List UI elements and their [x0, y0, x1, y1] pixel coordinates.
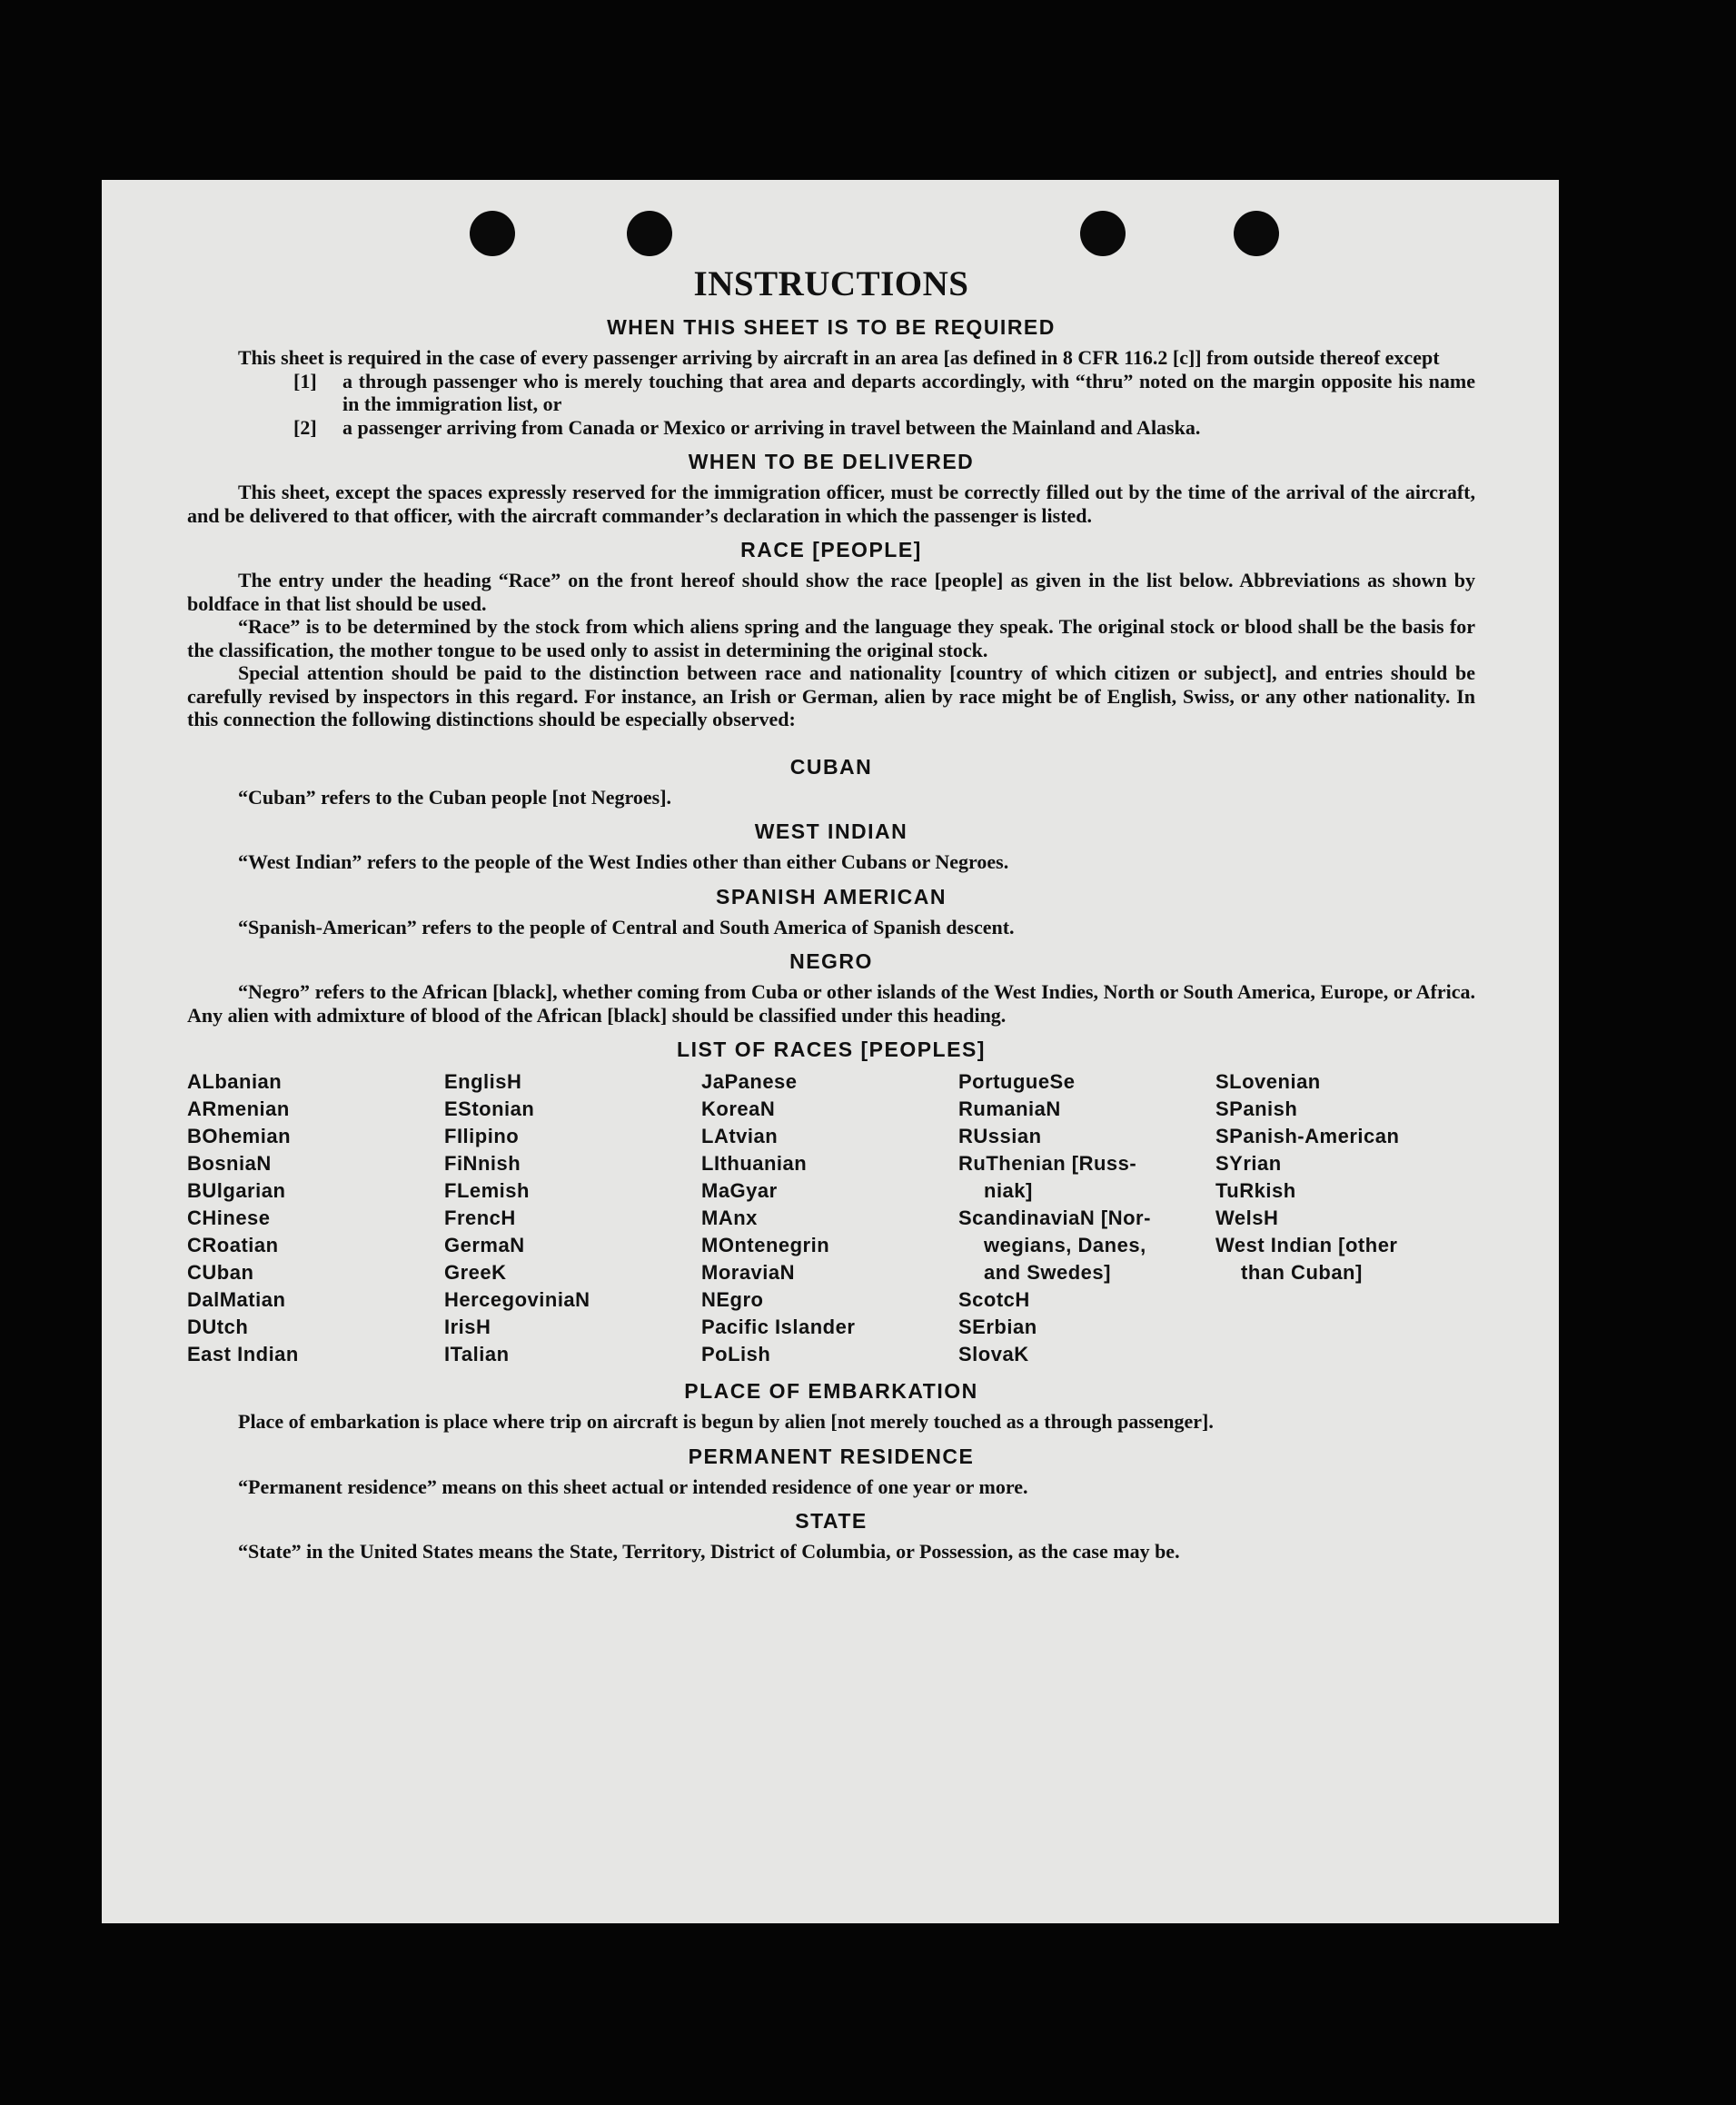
section-heading: RACE [PEOPLE]: [740, 538, 922, 561]
race-list: [187, 1068, 1475, 1368]
race-entry: KoreaN: [701, 1097, 776, 1120]
race-entry: ITalian: [444, 1343, 510, 1365]
race-entry: FLemish: [444, 1179, 530, 1202]
race-entry: EnglisH: [444, 1070, 522, 1093]
punch-hole: [470, 211, 515, 256]
race-column: [444, 1068, 701, 1368]
race-entry: ALbanian: [187, 1070, 283, 1093]
race-entry: LAtvian: [701, 1125, 779, 1147]
race-entry: EStonian: [444, 1097, 535, 1120]
race-entry: FiNnish: [444, 1152, 521, 1175]
race-entry: HercegoviniaN: [444, 1288, 590, 1311]
race-entry-continued: than Cuban]: [1241, 1261, 1363, 1284]
race-entry: MaGyar: [701, 1179, 778, 1202]
section-heading: WHEN THIS SHEET IS TO BE REQUIRED: [607, 315, 1056, 339]
race-entry: ScotcH: [958, 1288, 1030, 1311]
race-entry: GreeK: [444, 1261, 507, 1284]
race-entry-continued: wegians, Danes,: [984, 1234, 1146, 1256]
race-entry: ScandinaviaN [Nor-: [958, 1206, 1151, 1229]
race-entry: PortugueSe: [958, 1070, 1076, 1093]
race-entry: MoraviaN: [701, 1261, 796, 1284]
race-entry: GermaN: [444, 1234, 525, 1256]
race-entry: CRoatian: [187, 1234, 279, 1256]
race-entry: NEgro: [701, 1288, 764, 1311]
race-entry: SPanish: [1215, 1097, 1298, 1120]
race-column: [701, 1068, 958, 1368]
paragraph: “Cuban” refers to the Cuban people [not Negroes].: [238, 785, 672, 809]
race-entry-continued: niak]: [984, 1179, 1033, 1202]
paragraph: “West Indian” refers to the people of the West Indies other than either Cubans or Negroes.: [238, 850, 1009, 873]
paragraph: Place of embarkation is place where trip on aircraft is begun by alien [not merely touched as a through passenger].: [238, 1410, 1214, 1433]
paragraph: “Spanish-American” refers to the people of Central and South America of Spanish descent.: [238, 915, 1015, 938]
race-entry: SErbian: [958, 1316, 1037, 1338]
section-heading: SPANISH AMERICAN: [715, 884, 947, 909]
race-entry: JaPanese: [701, 1070, 798, 1093]
race-entry: RUssian: [958, 1125, 1042, 1147]
section-heading: LIST OF RACES [PEOPLES]: [677, 1038, 986, 1061]
race-entry: TuRkish: [1215, 1179, 1296, 1202]
paragraph: “Permanent residence” means on this sheet actual or intended residence of one year or more.: [238, 1474, 1028, 1498]
punch-hole: [627, 211, 672, 256]
race-entry: MAnx: [701, 1206, 758, 1229]
race-entry: DUtch: [187, 1316, 249, 1338]
race-entry: SPanish-American: [1215, 1125, 1400, 1147]
race-column: [1215, 1068, 1473, 1368]
paragraph: “State” in the United States means the State, Territory, District of Columbia, or Possession, as the case may be.: [238, 1540, 1180, 1563]
race-entry: WelsH: [1215, 1206, 1279, 1229]
race-entry: IrisH: [444, 1316, 491, 1338]
race-entry: BOhemian: [187, 1125, 292, 1147]
item-text: a through passenger who is merely touching that area and departs accordingly, with “thru” noted on the margin opposite his name in the immigration list, or: [342, 369, 1475, 415]
race-entry: PoLish: [701, 1343, 771, 1365]
section-heading: PERMANENT RESIDENCE: [688, 1444, 975, 1468]
race-entry: BosniaN: [187, 1152, 272, 1175]
race-entry: BUlgarian: [187, 1179, 286, 1202]
paragraph: This sheet, except the spaces expressly reserved for the immigration officer, must be correctly filled out by the time of the arrival of the aircraft, and be delivered to that officer, with the aircraft commander’s declaration in which the passenger is listed.: [187, 481, 1475, 527]
item-number: [1]: [293, 369, 317, 392]
section-heading: NEGRO: [789, 949, 873, 973]
item-number: [2]: [293, 415, 317, 439]
paragraph: This sheet is required in the case of every passenger arriving by aircraft in an area [as defined in 8 CFR 116.2 [c]] from outside thereof except: [238, 346, 1440, 369]
paragraph: Special attention should be paid to the distinction between race and nationality [country of which citizen or subject], and entries should be carefully revised by inspectors in this regard. For instance, an Irish or German, alien by race might be of English, Swiss, or any other nationality. In this connection the following distinctions should be especially observed:: [187, 661, 1475, 730]
race-column: [187, 1068, 444, 1368]
race-entry: SYrian: [1215, 1152, 1282, 1175]
race-entry: RumaniaN: [958, 1097, 1061, 1120]
race-entry: West Indian [other: [1215, 1234, 1398, 1256]
race-entry: SLovenian: [1215, 1070, 1321, 1093]
section-heading: WHEN TO BE DELIVERED: [688, 450, 975, 473]
race-entry: SlovaK: [958, 1343, 1029, 1365]
item-text: a passenger arriving from Canada or Mexico or arriving in travel between the Mainland and Alaska.: [342, 415, 1201, 439]
list-item: [293, 416, 1475, 440]
race-entry: RuThenian [Russ-: [958, 1152, 1137, 1175]
punch-hole: [1234, 211, 1279, 256]
section-heading: CUBAN: [789, 754, 873, 779]
section-heading: PLACE OF EMBARKATION: [684, 1379, 978, 1403]
punch-hole: [1080, 211, 1126, 256]
race-column: [958, 1068, 1215, 1368]
page-title: INSTRUCTIONS: [693, 264, 969, 303]
section-heading: WEST INDIAN: [754, 819, 908, 843]
race-entry: MOntenegrin: [701, 1234, 830, 1256]
paragraph: The entry under the heading “Race” on the front hereof should show the race [people] as given in the list below. Abbreviations as shown by boldface in that list should be used.: [187, 569, 1475, 615]
race-entry: East Indian: [187, 1343, 299, 1365]
race-entry: DalMatian: [187, 1288, 286, 1311]
paragraph: “Negro” refers to the African [black], whether coming from Cuba or other islands of the West Indies, North or South America, Europe, or Africa. Any alien with admixture of blood of the African [black] should be classified under this heading.: [187, 980, 1475, 1027]
list-item: [293, 370, 1475, 416]
race-entry-continued: and Swedes]: [984, 1261, 1111, 1284]
race-entry: CUban: [187, 1261, 254, 1284]
race-entry: CHinese: [187, 1206, 271, 1229]
paragraph: “Race” is to be determined by the stock from which aliens spring and the language they speak. The original stock or blood shall be the basis for the classification, the mother tongue to be used only to assist in determining the original stock.: [187, 615, 1475, 661]
race-entry: FrencH: [444, 1206, 516, 1229]
section-heading: STATE: [795, 1509, 868, 1533]
race-entry: FIlipino: [444, 1125, 520, 1147]
race-entry: LIthuanian: [701, 1152, 808, 1175]
race-entry: Pacific Islander: [701, 1316, 856, 1338]
document-page: [102, 180, 1559, 1923]
race-entry: ARmenian: [187, 1097, 290, 1120]
